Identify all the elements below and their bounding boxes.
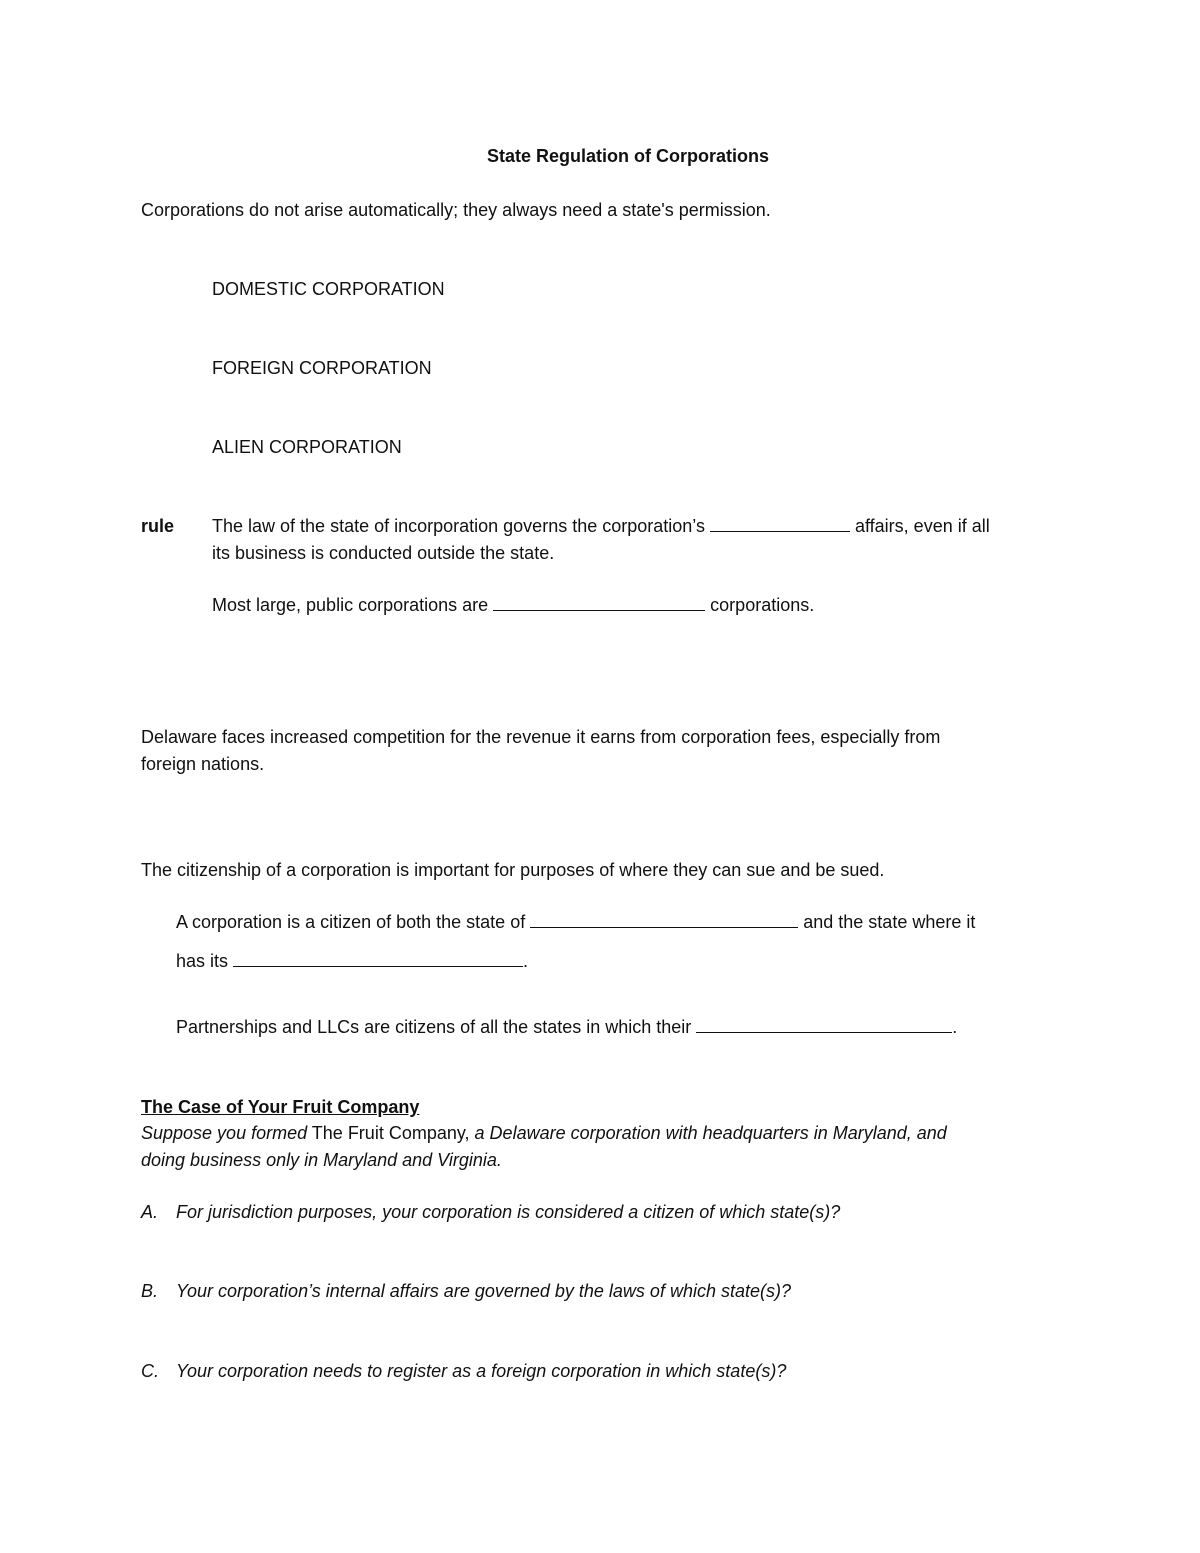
has-its-text: has its <box>176 951 229 971</box>
rule-line-3 <box>212 595 814 616</box>
case-heading: The Case of Your Fruit Company <box>141 1097 420 1117</box>
case-suppose-1: Suppose you formed <box>141 1123 308 1143</box>
question-c-text: Your corporation needs to register as a foreign corporation in which state(s)? <box>176 1361 787 1381</box>
blank-principal-place <box>233 952 523 967</box>
question-a-text: For jurisdiction purposes, your corporation is considered a citizen of which state(s)? <box>176 1202 841 1222</box>
rule-label: rule <box>141 516 175 536</box>
rule-line-3-before: Most large, public corporations are <box>212 595 489 615</box>
partnerships-after: . <box>952 1017 958 1037</box>
term-domestic: DOMESTIC CORPORATION <box>212 279 445 299</box>
case-company-name: The Fruit Company, <box>311 1123 470 1143</box>
question-c-letter: C. <box>141 1361 159 1381</box>
delaware-line-1: Delaware faces increased competition for the revenue it earns from corporation fees, especially from <box>141 727 941 747</box>
citizenship-corp-after: and the state where it <box>803 912 976 932</box>
citizenship-corp-line <box>176 912 975 933</box>
citizenship-has-its-line <box>176 951 528 972</box>
question-a-letter: A. <box>141 1202 159 1222</box>
question-b-letter: B. <box>141 1281 159 1301</box>
rule-line-1 <box>212 516 990 537</box>
case-suppose-2: a Delaware corporation with headquarters in Maryland, and <box>474 1123 947 1143</box>
citizenship-corp-before: A corporation is a citizen of both the state of <box>176 912 526 932</box>
delaware-line-2: foreign nations. <box>141 754 265 774</box>
blank-delaware <box>493 596 705 611</box>
rule-line-2: its business is conducted outside the state. <box>212 543 555 563</box>
term-foreign: FOREIGN CORPORATION <box>212 358 432 378</box>
blank-members <box>696 1018 952 1033</box>
rule-line-1-after: affairs, even if all <box>854 516 990 536</box>
has-its-period: . <box>523 951 529 971</box>
rule-line-3-after: corporations. <box>710 595 815 615</box>
question-b-text: Your corporation’s internal affairs are governed by the laws of which state(s)? <box>176 1281 791 1301</box>
intro-text: Corporations do not arise automatically; they always need a state's permission. <box>141 200 771 220</box>
term-alien: ALIEN CORPORATION <box>212 437 402 457</box>
citizenship-intro: The citizenship of a corporation is important for purposes of where they can sue and be sued. <box>141 860 885 880</box>
rule-line-1-before: The law of the state of incorporation governs the corporation’s <box>212 516 705 536</box>
blank-internal <box>710 517 850 532</box>
case-line-1 <box>141 1123 947 1144</box>
case-line-2: doing business only in Maryland and Virginia. <box>141 1150 502 1170</box>
partnerships-line <box>176 1017 957 1038</box>
partnerships-before: Partnerships and LLCs are citizens of all the states in which their <box>176 1017 692 1037</box>
blank-incorporation <box>530 913 798 928</box>
page-title: State Regulation of Corporations <box>487 146 770 166</box>
